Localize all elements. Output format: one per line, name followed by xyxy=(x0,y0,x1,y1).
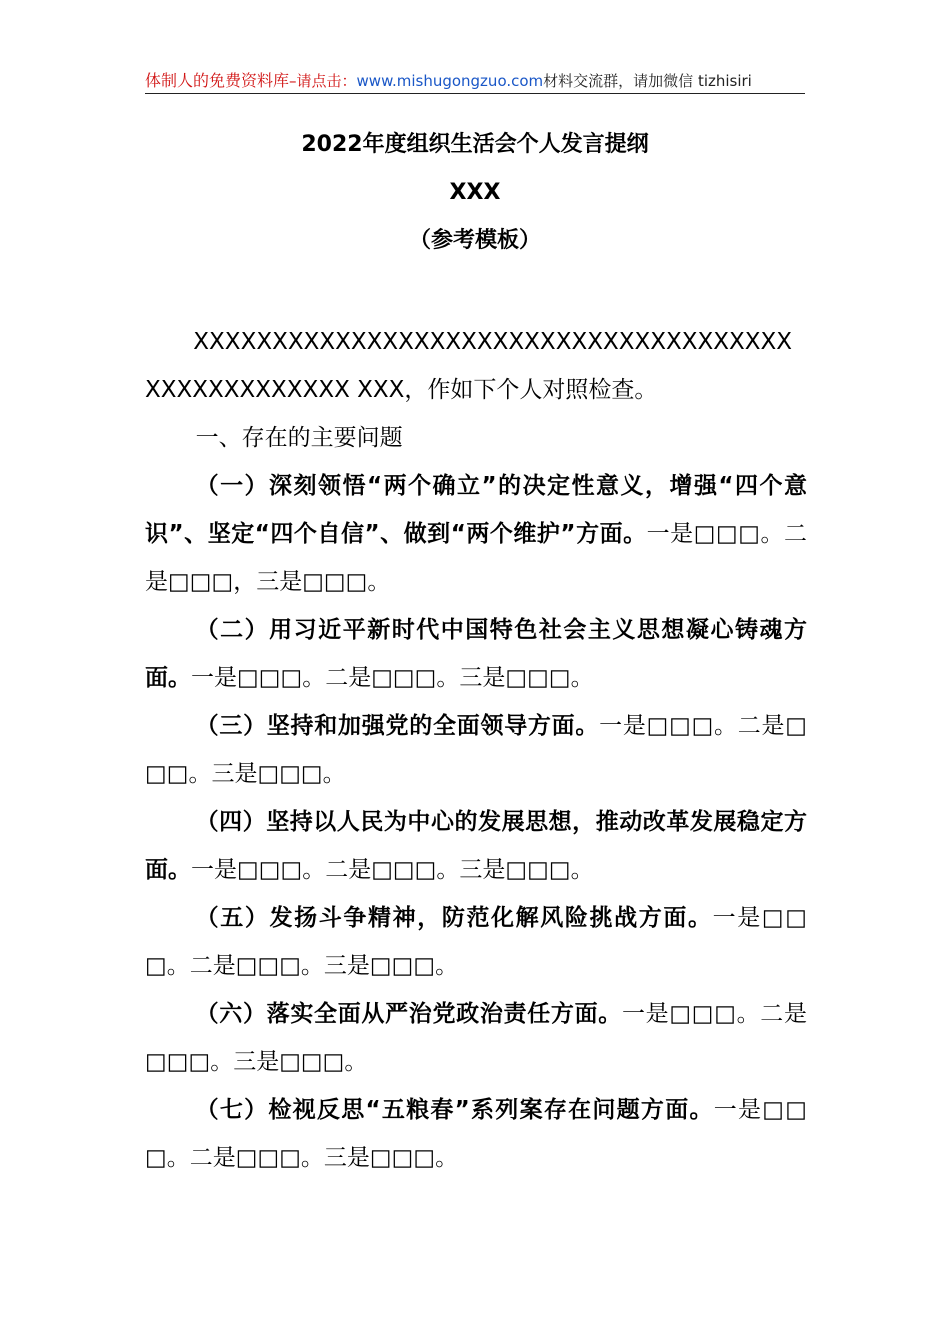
problem-item-heading: （七）检视反思“五粮春”系列案存在问题方面。 xyxy=(195,1097,714,1123)
document-template-note: （参考模板） xyxy=(408,228,541,253)
document-author: XXX xyxy=(449,180,501,205)
problem-item-heading: （三）坚持和加强党的全面领导方面。 xyxy=(195,713,600,739)
problem-item-detail: 一是□□□。二是□□□。三是□□□。 xyxy=(191,857,594,883)
problem-item-detail: 一是□□□。二是□□□。三是□□□。 xyxy=(145,905,808,979)
problem-item-1 xyxy=(145,462,807,606)
problem-item-heading: （四）坚持以人民为中心的发展思想，推动改革发展稳定方面。 xyxy=(145,809,807,883)
problem-item-2 xyxy=(145,606,807,702)
problem-item-detail: 一是□□□。二是□□□。三是□□□。 xyxy=(191,665,594,691)
problem-item-detail: 一是□□□。二是□□□。三是□□□。 xyxy=(145,713,807,787)
problem-item-6 xyxy=(145,990,807,1086)
header-separator: –请点击： xyxy=(289,72,357,90)
problem-item-heading: （六）落实全面从严治党政治责任方面。 xyxy=(195,1001,622,1027)
problem-item-5 xyxy=(145,894,807,990)
problem-item-4 xyxy=(145,798,807,894)
problem-item-heading: （二）用习近平新时代中国特色社会主义思想凝心铸魂方面。 xyxy=(145,617,807,691)
problem-item-detail: 一是□□□。二是□□□。三是□□□。 xyxy=(145,1097,808,1171)
document-title: 2022年度组织生活会个人发言提纲 xyxy=(301,132,649,157)
intro-paragraph: XXXXXXXXXXXXXXXXXXXXXXXXXXXXXXXXXXXXXXXXXXXXXXXXXXX XXX，作如下个人对照检查。 xyxy=(145,329,793,403)
header-tail-text: 材料交流群，请加微信 tizhisiri xyxy=(543,72,752,90)
document-body xyxy=(145,318,807,1182)
problem-item-detail: 一是□□□。二是□□□。三是□□□。 xyxy=(145,1001,807,1075)
problem-item-heading: （五）发扬斗争精神，防范化解风险挑战方面。 xyxy=(195,905,713,931)
problem-item-detail: 一是□□□。二是□□□，三是□□□。 xyxy=(145,521,807,595)
page-header xyxy=(145,69,805,94)
header-brand: 体制人的免费资料库 xyxy=(145,71,290,90)
section-heading: 一、存在的主要问题 xyxy=(195,425,403,451)
header-url-link[interactable]: www.mishugongzuo.com xyxy=(356,72,544,90)
problem-item-3 xyxy=(145,702,807,798)
problem-item-heading: （一）深刻领悟“两个确立”的决定性意义，增强“四个意识”、坚定“四个自信”、做到“两个维护”方面。 xyxy=(145,473,807,547)
problem-item-7 xyxy=(145,1086,807,1182)
